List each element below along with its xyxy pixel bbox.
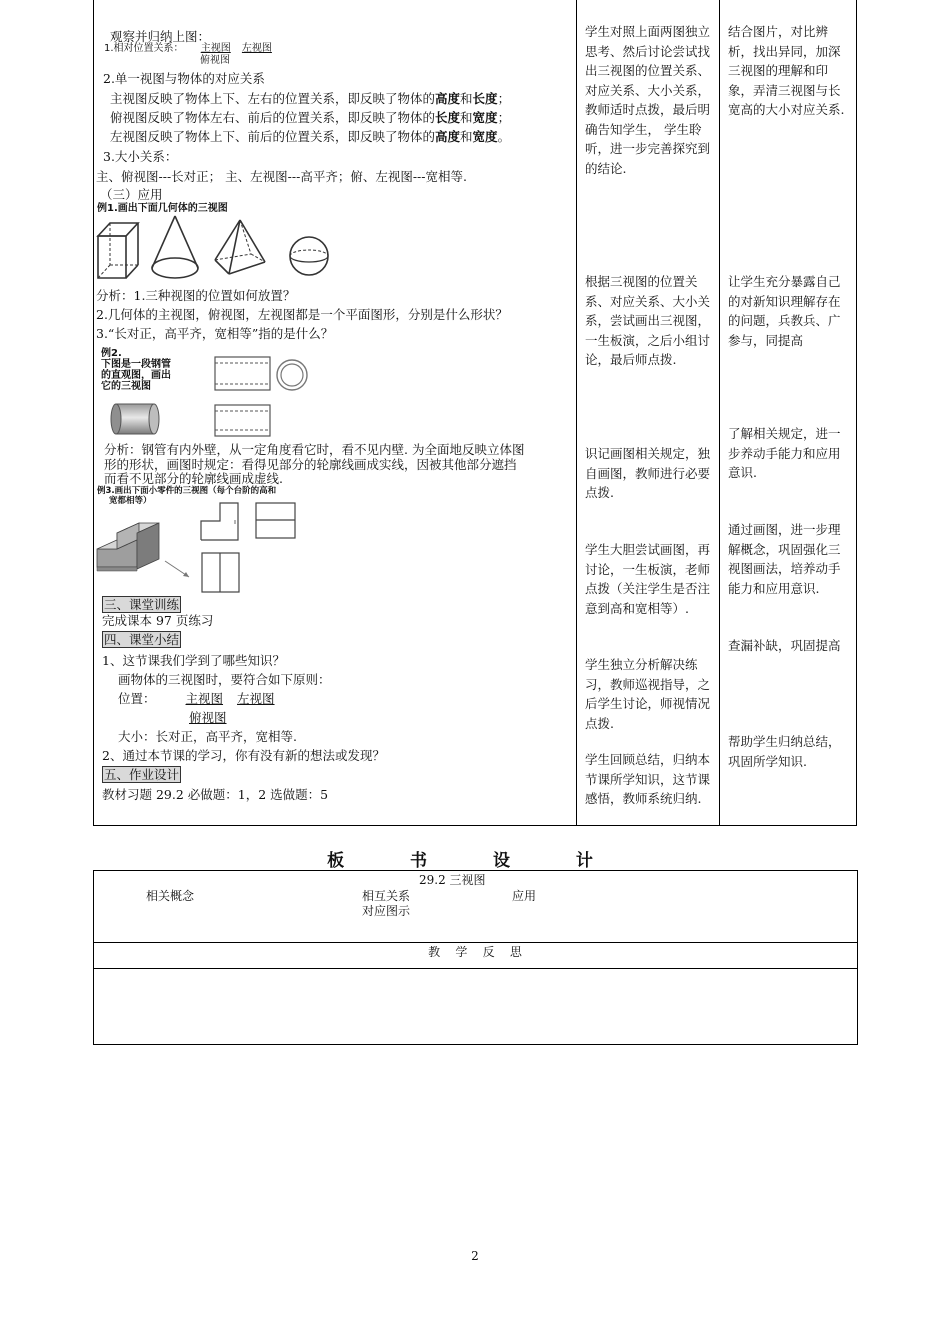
section-5-title: 五、作业设计	[104, 767, 180, 782]
student-activity-1: 学生对照上面两图独立思考、然后讨论尝试找出三视图的位置关系、对应关系、大小关系，教师适时点拨，最后明确告知学生， 学生聆听，进一步完善探究到的结论.	[585, 24, 711, 176]
table-border-left	[93, 0, 94, 826]
pipe-side-view	[275, 358, 309, 392]
board-heading: 板 书 设 计	[327, 851, 623, 871]
relation-main-view: 主视图	[200, 43, 231, 54]
observe-text: 观察并归纳上图：	[110, 29, 211, 44]
relation-line	[104, 43, 272, 55]
example2-label: 例2. 下图是一段钢管 的直观图，画出 它的三视图	[101, 348, 171, 392]
student-activity-2: 根据三视图的位置关系、对应关系、大小关系，尝试画出三视图，一生板演，之后小组讨论，最后师点拨.	[585, 274, 711, 367]
cone-figure	[150, 214, 200, 280]
intent-2: 让学生充分暴露自己的对新知识理解存在的问题，兵教兵、广参与，同提高	[728, 274, 841, 348]
student-activity-5: 学生独立分析解决练习，教师巡视指导，之后学生讨论，师视情况点拨.	[585, 657, 711, 731]
relation-left-view: 左视图	[241, 43, 272, 54]
main-view-relation: 主视图反映了物体上下、左右的位置关系，即反映了物体的高度和长度；	[110, 91, 511, 106]
student-activity-3: 识记画图相关规定，独自画图，教师进行必要点拨.	[585, 446, 711, 500]
size-title: 3.大小关系：	[103, 149, 178, 164]
analysis-line-3: 而看不见部分的轮廓线画成虚线.	[104, 471, 283, 486]
sphere-figure	[287, 235, 331, 277]
question-2: 2.几何体的主视图，俯视图，左视图都是一个平面图形，分别是什么形状？	[96, 307, 508, 322]
question-3: 3.“长对正，高平齐，宽相等”指的是什么？	[96, 326, 334, 341]
student-activity-6: 学生回顾总结，归纳本节课所学知识，这节课感悟，教师系统归纳.	[585, 752, 711, 806]
section-3-title: 三、课堂训练	[104, 597, 180, 612]
intent-4: 通过画图，进一步理解概念，巩固强化三视图画法，培养动手能力和应用意识.	[728, 522, 841, 596]
left-view-relation: 左视图反映了物体上下、前后的位置关系，即反映了物体的高度和宽度。	[110, 129, 511, 144]
prism-figure	[96, 220, 141, 282]
example3-title-1: 例3.画出下面小零件的三视图（每个台阶的高和	[97, 486, 277, 496]
board-concept: 相关概念	[146, 889, 195, 903]
board-title: 29.2 三视图	[419, 873, 486, 887]
intent-1: 结合图片，对比辨析，找出异同，加深三视图的理解和印象，弄清三视图与长宽高的大小对应关系.	[728, 24, 845, 117]
summary-position: 位置： 主视图 左视图	[118, 691, 275, 706]
reflection-divider	[93, 968, 857, 969]
example3-title-2: 宽都相等）	[109, 496, 152, 506]
step-top-view	[201, 552, 241, 594]
apply-title: （三）应用	[100, 187, 163, 202]
summary-principle: 画物体的三视图时，要符合如下原则：	[118, 672, 331, 687]
section-4-title: 四、课堂小结	[104, 632, 180, 647]
size-text: 主、俯视图---长对正； 主、左视图---高平齐；俯、左视图---宽相等.	[96, 169, 467, 184]
summary-q1: 1、这节课我们学到了哪些知识？	[102, 653, 285, 668]
pipe-top-view	[214, 404, 272, 438]
table-border-bottom	[93, 825, 857, 826]
board-mutual: 相互关系	[362, 889, 411, 903]
board-correspondence: 对应图示	[362, 904, 411, 918]
practice-text: 完成课本 97 页练习	[102, 613, 214, 628]
homework-text: 教材习题 29.2 必做题：1，2 选做题：5	[102, 787, 329, 802]
student-activity-4: 学生大胆尝试画图，再讨论，一生板演，老师点拨（关注学生是否注意到高和宽相等）.	[585, 542, 711, 616]
table-divider-2	[719, 0, 720, 826]
step-left-view	[255, 502, 297, 540]
table-border-right	[856, 0, 857, 826]
top-view-relation: 俯视图反映了物体左右、前后的位置关系，即反映了物体的长度和宽度；	[110, 110, 511, 125]
rel2-title: 2.单一视图与物体的对应关系	[103, 71, 265, 86]
intent-5: 查漏补缺，巩固提高	[728, 638, 841, 653]
summary-q2: 2、通过本节课的学习，你有没有新的想法或发现？	[102, 748, 385, 763]
table-divider-1	[576, 0, 577, 826]
relation-prefix: 1.相对位置关系：	[104, 43, 184, 54]
relation-top-view: 俯视图	[200, 55, 230, 66]
reflection-heading: 教 学 反 思	[428, 945, 522, 959]
board-divider	[93, 942, 857, 943]
pyramid-figure	[213, 218, 268, 278]
intent-6: 帮助学生归纳总结，巩固所学知识.	[728, 734, 841, 769]
analysis-line-1: 分析：钢管有内外壁，从一定角度看它时，看不见内壁. 为全面地反映立体图	[104, 442, 525, 457]
page-number: 2	[471, 1249, 479, 1263]
board-apply: 应用	[512, 889, 537, 903]
pipe-front-view	[214, 356, 272, 392]
pipe-figure	[110, 402, 160, 436]
summary-size: 大小：长对正，高平齐，宽相等.	[118, 729, 297, 744]
step-part-figure	[95, 515, 197, 597]
example1-title: 例1.画出下面几何体的三视图	[97, 203, 228, 214]
analysis-line-2: 形的形状，画图时规定：看得见部分的轮廓线画成实线，因被其他部分遮挡	[104, 457, 517, 472]
summary-top-view: 俯视图	[189, 710, 227, 725]
intent-3: 了解相关规定，进一步养动手能力和应用意识.	[728, 426, 841, 480]
question-1: 分析：1.三种视图的位置如何放置？	[96, 288, 296, 303]
step-front-view	[200, 502, 240, 542]
